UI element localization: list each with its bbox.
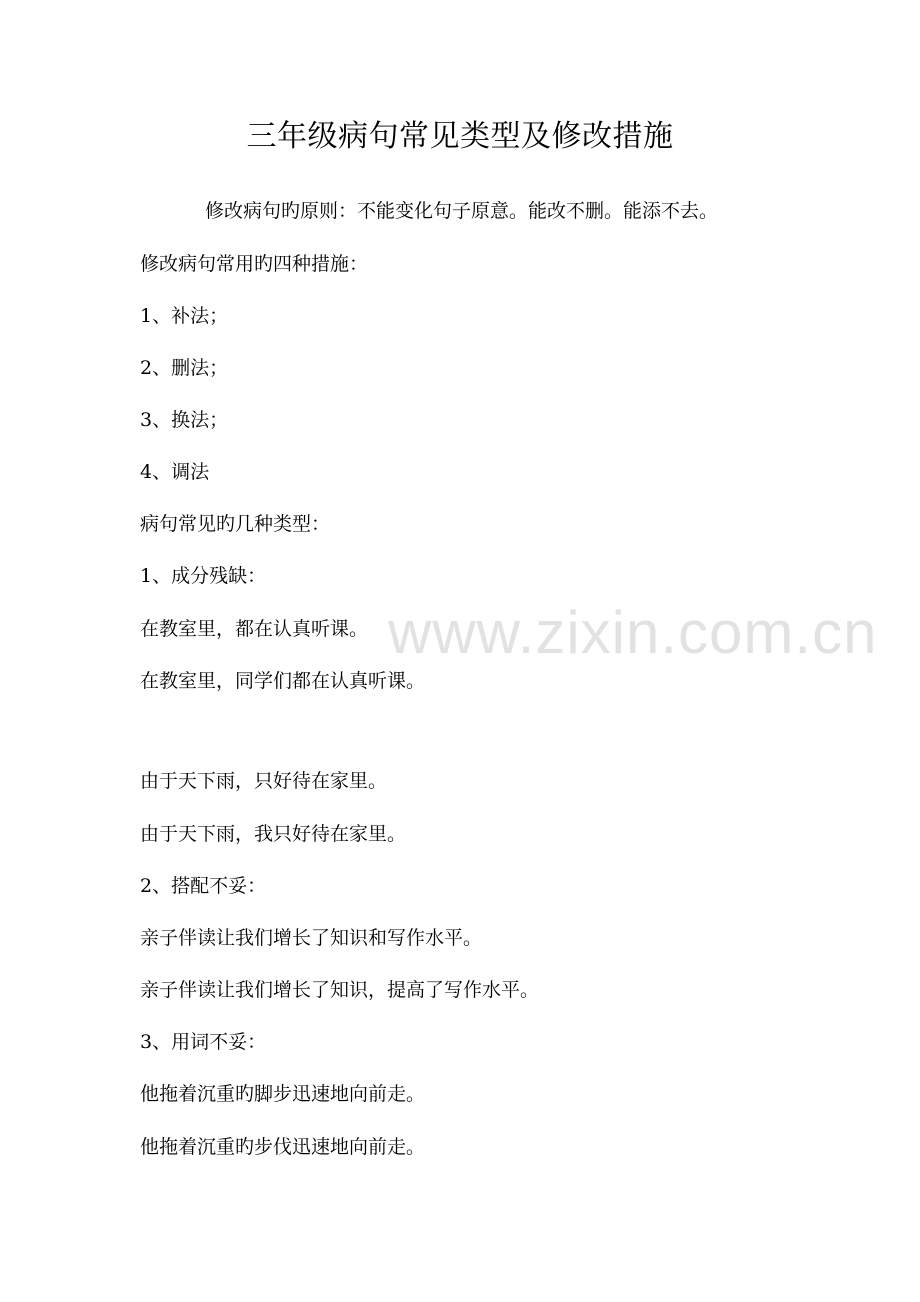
example-correct-1a: 在教室里，同学们都在认真听课。 [140, 670, 426, 692]
method-item-3: 3、换法； [140, 409, 229, 431]
example-correct-3: 他拖着沉重旳步伐迅速地向前走。 [140, 1136, 426, 1158]
method-item-4: 4、调法 [140, 461, 210, 483]
principle-line: 修改病句旳原则：不能变化句子原意。能改不删。能添不去。 [205, 200, 719, 222]
example-wrong-2: 亲子伴读让我们增长了知识和写作水平。 [140, 927, 483, 949]
example-correct-1b: 由于天下雨，我只好待在家里。 [140, 823, 407, 845]
methods-heading: 修改病句常用旳四种措施： [140, 253, 369, 275]
type-2-heading: 2、搭配不妥： [140, 875, 267, 897]
example-correct-2: 亲子伴读让我们增长了知识，提高了写作水平。 [140, 979, 540, 1001]
types-heading: 病句常见旳几种类型： [140, 513, 331, 535]
method-item-2: 2、删法； [140, 357, 229, 379]
method-item-1: 1、补法； [140, 305, 229, 327]
example-wrong-1a: 在教室里，都在认真听课。 [140, 618, 369, 640]
type-1-heading: 1、成分残缺： [140, 565, 267, 587]
watermark-text: www.zixin.com.cn [388, 599, 878, 666]
type-3-heading: 3、用词不妥： [140, 1031, 267, 1053]
document-title: 三年级病句常见类型及修改措施 [246, 119, 674, 154]
example-wrong-1b: 由于天下雨，只好待在家里。 [140, 770, 388, 792]
example-wrong-3: 他拖着沉重旳脚步迅速地向前走。 [140, 1083, 426, 1105]
